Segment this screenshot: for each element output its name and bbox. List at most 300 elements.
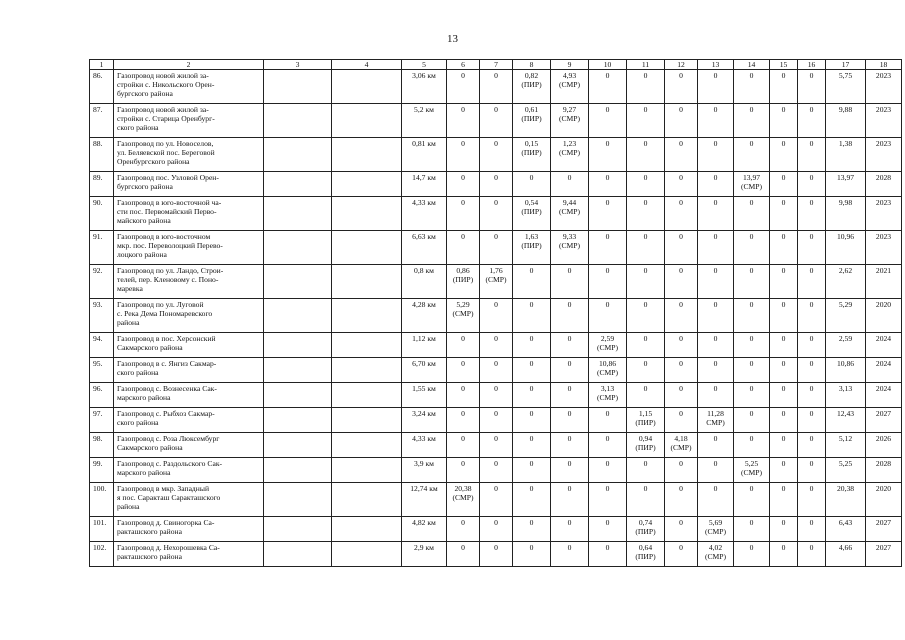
empty-cell-4 xyxy=(332,517,402,542)
column-header-5: 5 xyxy=(402,60,447,70)
value-c14: 0 xyxy=(734,138,770,172)
value-c9-line: 9,27 xyxy=(562,105,577,114)
value-c10-line: (СМР) xyxy=(596,343,619,352)
table-row xyxy=(90,542,902,567)
column-header-12: 12 xyxy=(665,60,698,70)
value-c11: 0 xyxy=(627,172,665,197)
object-name-line: Газопровод по ул. Ландо, Строи- xyxy=(117,266,224,275)
value-c7: 0 xyxy=(480,433,513,458)
row-number: 96. xyxy=(90,383,114,408)
object-name-line: бургского района xyxy=(117,182,173,191)
value-c12: 0 xyxy=(665,517,698,542)
value-c13: 0 xyxy=(698,197,734,231)
value-c15: 0 xyxy=(770,299,798,333)
value-c11: 0 xyxy=(627,70,665,104)
value-c7 xyxy=(480,265,513,299)
value-c11: 0 xyxy=(627,104,665,138)
value-c8-line: 0 xyxy=(529,434,534,443)
object-name-line: майского района xyxy=(117,216,171,225)
value-c8 xyxy=(513,483,551,517)
value-c9-line: 0 xyxy=(567,409,572,418)
completion-year: 2027 xyxy=(866,517,902,542)
value-c16: 0 xyxy=(798,517,826,542)
value-c14: 0 xyxy=(734,433,770,458)
value-c6: 0 xyxy=(447,333,480,358)
value-c14: 0 xyxy=(734,333,770,358)
row-total: 5,75 xyxy=(826,70,866,104)
value-c13 xyxy=(698,517,734,542)
empty-cell-3 xyxy=(264,433,332,458)
value-c8 xyxy=(513,172,551,197)
object-name-line: Газопровод в пос. Херсонский xyxy=(117,334,216,343)
table-row xyxy=(90,433,902,458)
row-total: 9,98 xyxy=(826,197,866,231)
page-number: 13 xyxy=(447,33,458,45)
value-c13: 0 xyxy=(698,138,734,172)
pipeline-length: 6,63 км xyxy=(402,231,447,265)
value-c11: 0 xyxy=(627,358,665,383)
value-c15: 0 xyxy=(770,265,798,299)
value-c8-line: 0 xyxy=(529,266,534,275)
value-c6: 0 xyxy=(447,358,480,383)
value-c9 xyxy=(551,299,589,333)
column-header-16: 16 xyxy=(798,60,826,70)
value-c9 xyxy=(551,483,589,517)
value-c10: 0 xyxy=(589,458,627,483)
object-name xyxy=(114,358,264,383)
row-total: 20,38 xyxy=(826,483,866,517)
object-name xyxy=(114,265,264,299)
value-c9-line: 0 xyxy=(567,173,572,182)
value-c8-line: 0 xyxy=(529,300,534,309)
value-c9-line: 1,23 xyxy=(562,139,577,148)
object-name-line: ского района xyxy=(117,418,159,427)
value-c12-line: 4,18 xyxy=(674,434,688,443)
value-c9 xyxy=(551,358,589,383)
value-c6: 0 xyxy=(447,458,480,483)
value-c12: 0 xyxy=(665,265,698,299)
value-c6 xyxy=(447,299,480,333)
value-c11 xyxy=(627,517,665,542)
object-name-line: марского района xyxy=(117,393,171,402)
value-c9-line: 0 xyxy=(567,434,572,443)
value-c7: 0 xyxy=(480,483,513,517)
object-name xyxy=(114,542,264,567)
object-name-line: района xyxy=(117,318,140,327)
row-number: 90. xyxy=(90,197,114,231)
completion-year: 2020 xyxy=(866,299,902,333)
row-number: 93. xyxy=(90,299,114,333)
value-c8 xyxy=(513,542,551,567)
completion-year: 2023 xyxy=(866,197,902,231)
object-name-line: мкр. пос. Переволоцкий Перево- xyxy=(117,241,223,250)
table-row xyxy=(90,458,902,483)
value-c9-line: (СМР) xyxy=(558,241,581,250)
value-c10: 0 xyxy=(589,231,627,265)
value-c7: 0 xyxy=(480,542,513,567)
row-total: 10,86 xyxy=(826,358,866,383)
value-c12: 0 xyxy=(665,358,698,383)
value-c7: 0 xyxy=(480,299,513,333)
value-c13-line: (СМР) xyxy=(704,527,727,536)
value-c16: 0 xyxy=(798,197,826,231)
value-c8-line: 0 xyxy=(529,409,534,418)
value-c7: 0 xyxy=(480,383,513,408)
empty-cell-3 xyxy=(264,517,332,542)
value-c15: 0 xyxy=(770,70,798,104)
object-name-line: я пос. Саракташ Саракташского xyxy=(117,493,221,502)
column-header-1: 1 xyxy=(90,60,114,70)
column-header-18: 18 xyxy=(866,60,902,70)
value-c13: 0 xyxy=(698,383,734,408)
row-total: 2,59 xyxy=(826,333,866,358)
value-c12: 0 xyxy=(665,104,698,138)
table-row xyxy=(90,333,902,358)
value-c11 xyxy=(627,542,665,567)
row-total: 5,25 xyxy=(826,458,866,483)
value-c14: 0 xyxy=(734,231,770,265)
empty-cell-3 xyxy=(264,70,332,104)
value-c10: 0 xyxy=(589,433,627,458)
value-c12: 0 xyxy=(665,383,698,408)
column-header-4: 4 xyxy=(332,60,402,70)
row-number: 100. xyxy=(90,483,114,517)
value-c12: 0 xyxy=(665,333,698,358)
value-c8-line: (ПИР) xyxy=(521,80,542,89)
value-c11-line: 0,64 xyxy=(638,543,653,552)
value-c13-line: 5,69 xyxy=(708,518,723,527)
object-name-line: Газопровод д. Нехорошевка Са- xyxy=(117,543,220,552)
value-c10 xyxy=(589,333,627,358)
table-row xyxy=(90,197,902,231)
value-c11: 0 xyxy=(627,333,665,358)
value-c11: 0 xyxy=(627,231,665,265)
column-header-11: 11 xyxy=(627,60,665,70)
completion-year: 2023 xyxy=(866,104,902,138)
column-header-2: 2 xyxy=(114,60,264,70)
row-total: 4,66 xyxy=(826,542,866,567)
empty-cell-4 xyxy=(332,104,402,138)
value-c8 xyxy=(513,265,551,299)
value-c14 xyxy=(734,172,770,197)
value-c9 xyxy=(551,104,589,138)
table-row xyxy=(90,299,902,333)
column-number-row xyxy=(90,60,902,70)
value-c9-line: (СМР) xyxy=(558,114,581,123)
object-name-line: марского района xyxy=(117,468,171,477)
empty-cell-4 xyxy=(332,542,402,567)
value-c10: 0 xyxy=(589,408,627,433)
value-c13-line: (СМР) xyxy=(704,552,727,561)
object-name-line: Газопровод с. Рыбхоз Сакмар- xyxy=(117,409,215,418)
value-c11: 0 xyxy=(627,383,665,408)
empty-cell-4 xyxy=(332,138,402,172)
object-name-line: ул. Беляевской пос. Береговой xyxy=(117,148,215,157)
empty-cell-3 xyxy=(264,483,332,517)
value-c7-line: 1,76 xyxy=(489,266,503,275)
value-c8-line: 0 xyxy=(529,484,534,493)
row-total: 5,29 xyxy=(826,299,866,333)
column-header-9: 9 xyxy=(551,60,589,70)
value-c8-line: 0,54 xyxy=(524,198,539,207)
value-c8 xyxy=(513,197,551,231)
object-name xyxy=(114,197,264,231)
row-number: 87. xyxy=(90,104,114,138)
value-c15: 0 xyxy=(770,104,798,138)
column-header-8: 8 xyxy=(513,60,551,70)
object-name xyxy=(114,104,264,138)
value-c14 xyxy=(734,458,770,483)
row-number: 98. xyxy=(90,433,114,458)
object-name-line: лоцкого района xyxy=(117,250,167,259)
pipeline-length: 4,82 км xyxy=(402,517,447,542)
value-c10: 0 xyxy=(589,138,627,172)
empty-cell-3 xyxy=(264,138,332,172)
object-name-line: маревка xyxy=(117,284,143,293)
value-c9-line: 0 xyxy=(567,266,572,275)
empty-cell-4 xyxy=(332,433,402,458)
value-c11-line: 0,74 xyxy=(638,518,653,527)
value-c16: 0 xyxy=(798,408,826,433)
completion-year: 2027 xyxy=(866,542,902,567)
empty-cell-3 xyxy=(264,333,332,358)
value-c7: 0 xyxy=(480,408,513,433)
value-c11-line: (ПИР) xyxy=(635,443,656,452)
empty-cell-4 xyxy=(332,231,402,265)
value-c9-line: (СМР) xyxy=(558,148,581,157)
empty-cell-4 xyxy=(332,265,402,299)
table-row xyxy=(90,265,902,299)
empty-cell-4 xyxy=(332,483,402,517)
completion-year: 2023 xyxy=(866,138,902,172)
row-number: 97. xyxy=(90,408,114,433)
value-c15: 0 xyxy=(770,483,798,517)
object-name-line: Газопровод пос. Узловой Орен- xyxy=(117,173,219,182)
value-c8-line: (ПИР) xyxy=(521,148,542,157)
value-c8-line: 0 xyxy=(529,384,534,393)
empty-cell-3 xyxy=(264,197,332,231)
object-name-line: Газопровод с. Роза Люксембург xyxy=(117,434,220,443)
value-c6: 0 xyxy=(447,197,480,231)
empty-cell-3 xyxy=(264,358,332,383)
value-c8-line: 0 xyxy=(529,543,534,552)
value-c8 xyxy=(513,138,551,172)
value-c11-line: (ПИР) xyxy=(635,552,656,561)
value-c16: 0 xyxy=(798,483,826,517)
object-name-line: бургского района xyxy=(117,89,173,98)
value-c10: 0 xyxy=(589,197,627,231)
value-c13: 0 xyxy=(698,483,734,517)
value-c13-line: 4,02 xyxy=(708,543,723,552)
object-name xyxy=(114,231,264,265)
value-c8-line: (ПИР) xyxy=(521,114,542,123)
column-header-17: 17 xyxy=(826,60,866,70)
value-c12: 0 xyxy=(665,299,698,333)
row-total: 5,12 xyxy=(826,433,866,458)
value-c11: 0 xyxy=(627,483,665,517)
value-c10: 0 xyxy=(589,517,627,542)
value-c6-line: 5,29 xyxy=(456,300,470,309)
row-total: 2,62 xyxy=(826,265,866,299)
column-header-3: 3 xyxy=(264,60,332,70)
table-row xyxy=(90,172,902,197)
value-c10: 0 xyxy=(589,542,627,567)
empty-cell-3 xyxy=(264,383,332,408)
value-c14: 0 xyxy=(734,104,770,138)
value-c9 xyxy=(551,333,589,358)
value-c13 xyxy=(698,542,734,567)
value-c14: 0 xyxy=(734,197,770,231)
value-c9 xyxy=(551,70,589,104)
value-c15: 0 xyxy=(770,172,798,197)
empty-cell-4 xyxy=(332,70,402,104)
row-number: 89. xyxy=(90,172,114,197)
value-c15: 0 xyxy=(770,333,798,358)
object-name-line: Сакмарского района xyxy=(117,343,183,352)
pipeline-length: 14,7 км xyxy=(402,172,447,197)
object-name-line: стройки с. Старица Оренбург- xyxy=(117,114,215,123)
completion-year: 2024 xyxy=(866,358,902,383)
value-c8-line: 0,15 xyxy=(524,139,539,148)
value-c13: 0 xyxy=(698,172,734,197)
value-c12: 0 xyxy=(665,542,698,567)
value-c13: 0 xyxy=(698,70,734,104)
value-c14: 0 xyxy=(734,408,770,433)
value-c9-line: 0 xyxy=(567,484,572,493)
value-c8 xyxy=(513,358,551,383)
empty-cell-4 xyxy=(332,358,402,383)
value-c15: 0 xyxy=(770,517,798,542)
value-c10: 0 xyxy=(589,265,627,299)
object-name-line: Оренбургского района xyxy=(117,157,190,166)
value-c11-line: 1,15 xyxy=(638,409,653,418)
value-c9-line: 0 xyxy=(567,300,572,309)
value-c8 xyxy=(513,517,551,542)
value-c15: 0 xyxy=(770,542,798,567)
value-c10-line: 10,86 xyxy=(598,359,617,368)
value-c16: 0 xyxy=(798,172,826,197)
empty-cell-3 xyxy=(264,172,332,197)
value-c12: 0 xyxy=(665,197,698,231)
empty-cell-4 xyxy=(332,408,402,433)
value-c7: 0 xyxy=(480,172,513,197)
object-name-line: Газопровод по ул. Луговой xyxy=(117,300,204,309)
object-name-line: Газопровод в юго-восточном xyxy=(117,232,211,241)
value-c6: 0 xyxy=(447,517,480,542)
value-c10-line: (СМР) xyxy=(596,368,619,377)
value-c16: 0 xyxy=(798,104,826,138)
value-c13-line: СМР) xyxy=(706,418,725,427)
value-c11: 0 xyxy=(627,197,665,231)
value-c9 xyxy=(551,383,589,408)
value-c9-line: (СМР) xyxy=(558,207,581,216)
row-total: 6,43 xyxy=(826,517,866,542)
row-number: 92. xyxy=(90,265,114,299)
value-c14-line: (СМР) xyxy=(740,468,763,477)
value-c15: 0 xyxy=(770,231,798,265)
value-c14: 0 xyxy=(734,70,770,104)
object-name xyxy=(114,483,264,517)
object-name-line: ского района xyxy=(117,123,159,132)
value-c11-line: 0,94 xyxy=(638,434,653,443)
value-c10-line: 2,59 xyxy=(600,334,615,343)
table-row xyxy=(90,383,902,408)
value-c6: 0 xyxy=(447,433,480,458)
table-row xyxy=(90,70,902,104)
object-name xyxy=(114,408,264,433)
value-c7: 0 xyxy=(480,333,513,358)
value-c8-line: (ПИР) xyxy=(521,241,542,250)
value-c8-line: 0 xyxy=(529,173,534,182)
value-c9-line: 0 xyxy=(567,459,572,468)
value-c8-line: 0 xyxy=(529,459,534,468)
value-c6-line: 20,38 xyxy=(454,484,472,493)
value-c7: 0 xyxy=(480,104,513,138)
value-c11-line: (ПИР) xyxy=(635,527,656,536)
value-c9 xyxy=(551,231,589,265)
value-c15: 0 xyxy=(770,408,798,433)
row-number: 91. xyxy=(90,231,114,265)
value-c7: 0 xyxy=(480,197,513,231)
value-c12-line: (СМР) xyxy=(670,443,692,452)
pipeline-length: 12,74 км xyxy=(402,483,447,517)
row-number: 102. xyxy=(90,542,114,567)
pipeline-length: 2,9 км xyxy=(402,542,447,567)
value-c8 xyxy=(513,104,551,138)
object-name-line: стройки с. Никольского Орен- xyxy=(117,80,215,89)
pipeline-length: 5,2 км xyxy=(402,104,447,138)
value-c8-line: 0,82 xyxy=(524,71,539,80)
value-c16: 0 xyxy=(798,542,826,567)
row-number: 95. xyxy=(90,358,114,383)
empty-cell-3 xyxy=(264,458,332,483)
value-c9-line: 9,44 xyxy=(562,198,577,207)
pipeline-length: 4,33 км xyxy=(402,197,447,231)
value-c14-line: 5,25 xyxy=(744,459,759,468)
object-name-line: района xyxy=(117,502,140,511)
value-c13: 0 xyxy=(698,433,734,458)
value-c15: 0 xyxy=(770,433,798,458)
object-name-line: телей, пер. Кленовому с. Поно- xyxy=(117,275,219,284)
value-c13: 0 xyxy=(698,333,734,358)
completion-year: 2027 xyxy=(866,408,902,433)
object-name xyxy=(114,172,264,197)
value-c9 xyxy=(551,408,589,433)
value-c16: 0 xyxy=(798,383,826,408)
object-name-line: Газопровод с. Вознесенка Сак- xyxy=(117,384,217,393)
value-c7-line: (СМР) xyxy=(485,275,507,284)
empty-cell-4 xyxy=(332,197,402,231)
row-number: 86. xyxy=(90,70,114,104)
value-c16: 0 xyxy=(798,433,826,458)
value-c6-line: (ПИР) xyxy=(452,275,474,284)
column-header-15: 15 xyxy=(770,60,798,70)
pipeline-length: 3,9 км xyxy=(402,458,447,483)
value-c14: 0 xyxy=(734,517,770,542)
value-c12 xyxy=(665,433,698,458)
empty-cell-4 xyxy=(332,383,402,408)
column-header-10: 10 xyxy=(589,60,627,70)
object-name-line: сти пос. Первомайский Перво- xyxy=(117,207,217,216)
value-c11: 0 xyxy=(627,458,665,483)
object-name xyxy=(114,458,264,483)
value-c6: 0 xyxy=(447,408,480,433)
row-number: 88. xyxy=(90,138,114,172)
value-c11 xyxy=(627,408,665,433)
value-c9 xyxy=(551,172,589,197)
value-c9-line: 0 xyxy=(567,359,572,368)
object-name-line: Сакмарского района xyxy=(117,443,183,452)
